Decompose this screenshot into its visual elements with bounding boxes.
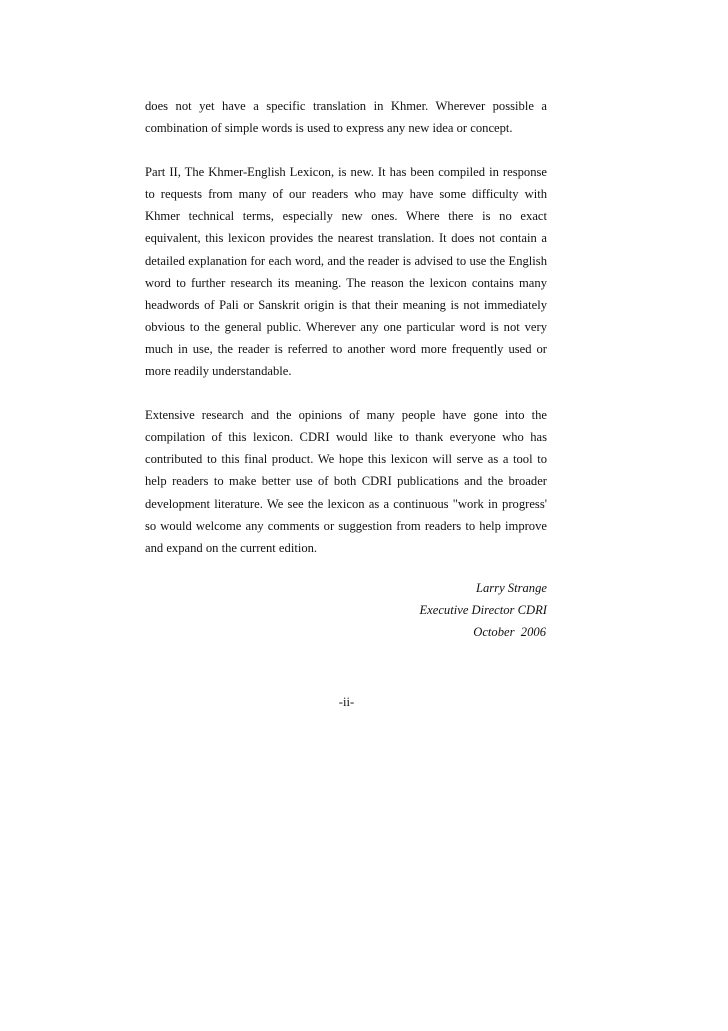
paragraph-part-two: [145, 161, 547, 382]
body-text: [145, 95, 547, 643]
signature-name: Larry Strange: [475, 580, 547, 595]
page-number: -ii-: [338, 695, 355, 709]
signature-date: October 2006: [473, 624, 546, 639]
signature-block: [145, 577, 547, 643]
paragraph-intro-continuation: does not yet have a specific translation in Khmer. Wherever possible a combination of simple words is used to express any new idea or concept.: [145, 99, 547, 136]
part-two-description: , is new. It has been compiled in response to requests from many of our readers who may have some difficulty with Khmer technical terms, especially new ones. Where there is no exact equivalent, this lexicon provides the nearest translation. It does not contain a detailed explanation for each word, and the reader is advised to use the English word to further research its meaning. The reason the lexicon contains many headwords of Pali or Sanskrit origin is that their meaning is not immediately obvious to the general public. Wherever any one particular word is not very much in use, the reader is referred to another word more frequently used or more readily understandable.: [145, 165, 547, 379]
paragraph-acknowledgements: Extensive research and the opinions of many people have gone into the compilation of this lexicon. CDRI would like to thank everyone who has contributed to this final product. We hope this lexicon will serve as a tool to help readers to make better use of both CDRI publications and the broader development literature. We see the lexicon as a continuous "work in progress' so would welcome any comments or suggestion from readers to help improve and expand on the current edition.: [145, 408, 547, 555]
signature-title: Executive Director CDRI: [419, 602, 547, 617]
part-two-title: Part II, The Khmer-English Lexicon: [145, 165, 331, 180]
